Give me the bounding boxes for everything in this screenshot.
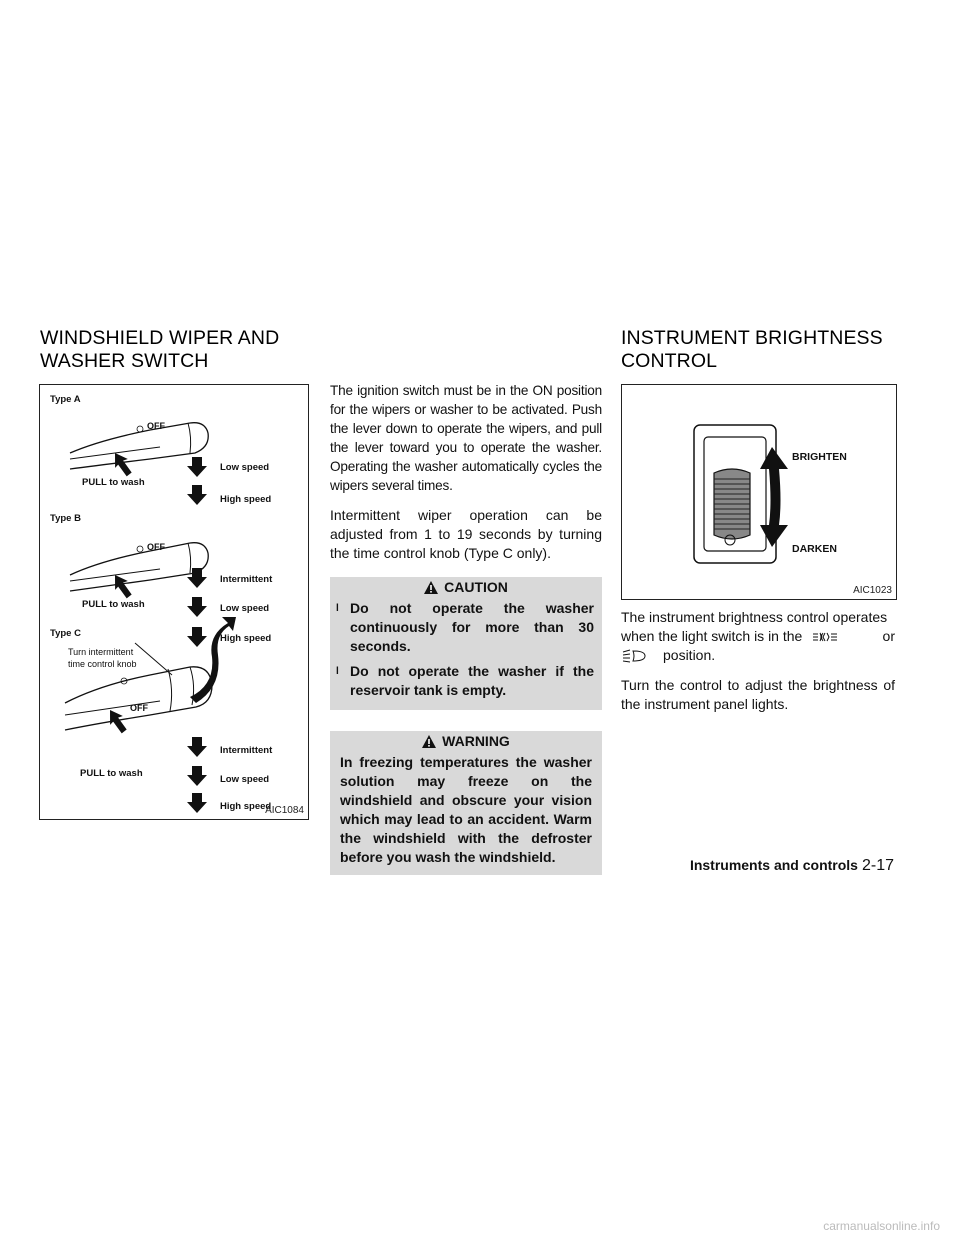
brightness-control-figure [621, 384, 897, 600]
type-c-label: Type C [50, 628, 81, 639]
brightness-line-3 [621, 646, 895, 665]
brightness-paragraph-2: Turn the control to adjust the brightness of the instrument panel lights. [621, 677, 895, 712]
headlight-icon [621, 649, 649, 663]
parking-light-icon [812, 632, 840, 642]
brightness-dial-illustration [622, 385, 896, 599]
wiper-paragraph-1: The ignition switch must be in the ON position for the wipers or washer to be activated. Push the lever down to operate the wipers, and pull the lever toward you to operate the washer. Operating the washer automatically cycles the wipers several times. [330, 383, 602, 493]
high-speed-label: High speed [220, 494, 272, 505]
bullet: l [336, 603, 339, 614]
turn-knob-label-line2: time control knob [68, 659, 137, 669]
warning-triangle-icon [424, 581, 438, 594]
brighten-label: BRIGHTEN [792, 451, 847, 463]
warning-title [330, 731, 602, 749]
heading-line: WASHER SWITCH [40, 350, 209, 372]
page-number: 2-17 [861, 857, 894, 874]
high-speed-label: High speed [220, 633, 272, 644]
pull-to-wash-label: PULL to wash [80, 768, 143, 779]
low-speed-label: Low speed [220, 774, 270, 785]
brightness-line-3-text: position. [663, 647, 716, 663]
footer-section: Instruments and controls [689, 857, 858, 873]
caution-item [330, 599, 602, 656]
pull-to-wash-label: PULL to wash [82, 477, 145, 488]
warning-triangle-icon [422, 735, 436, 748]
off-label: OFF [147, 421, 165, 431]
type-b-label: Type B [50, 513, 81, 524]
intermittent-label: Intermittent [220, 745, 273, 756]
heading-line: WINDSHIELD WIPER AND [40, 327, 280, 349]
caution-item-text: Do not operate the washer continuously for more than 30 seconds. [350, 600, 594, 654]
caution-item [330, 662, 602, 700]
type-a-label: Type A [50, 394, 81, 405]
caution-title [330, 577, 602, 595]
pull-to-wash-label: PULL to wash [82, 599, 145, 610]
intermittent-label: Intermittent [220, 574, 273, 585]
brightness-line-1: The instrument brightness control operates [621, 609, 888, 625]
wiper-text-column [330, 381, 602, 875]
brightness-or: or [882, 628, 895, 644]
section-heading-brightness [621, 327, 883, 373]
wiper-paragraph-2: Intermittent wiper operation can be adjusted from 1 to 19 seconds by turning the time control knob (Type C only). [330, 507, 602, 561]
caution-box [330, 577, 602, 710]
page-footer [690, 857, 894, 875]
high-speed-label: High speed [220, 801, 272, 812]
brightness-line-2-text: when the light switch is in the [621, 628, 803, 644]
warning-title-text: WARNING [442, 733, 510, 749]
watermark: carmanualsonline.info [823, 1219, 940, 1233]
heading-line: INSTRUMENT BRIGHTNESS [621, 327, 883, 349]
bullet: l [336, 666, 339, 677]
figure-id: AIC1084 [265, 805, 304, 816]
heading-line: CONTROL [621, 350, 718, 372]
low-speed-label: Low speed [220, 462, 270, 473]
section-heading-wiper [40, 327, 279, 373]
turn-knob-label-line1: Turn intermittent [68, 647, 134, 657]
brightness-text [621, 608, 895, 714]
off-label: OFF [147, 542, 165, 552]
warning-text: In freezing temperatures the washer solution may freeze on the windshield and obscure your vision which may lead to an accident. Warm the windshield with the defroster before you wash the windshield. [340, 754, 592, 865]
off-label: OFF [130, 703, 148, 713]
brightness-line-2 [621, 627, 895, 646]
warning-box [330, 731, 602, 875]
caution-item-text: Do not operate the washer if the reservoir tank is empty. [350, 663, 594, 698]
caution-title-text: CAUTION [444, 579, 508, 595]
low-speed-label: Low speed [220, 603, 270, 614]
wiper-switch-figure [39, 384, 309, 820]
darken-label: DARKEN [792, 543, 837, 555]
figure-id: AIC1023 [853, 585, 892, 596]
